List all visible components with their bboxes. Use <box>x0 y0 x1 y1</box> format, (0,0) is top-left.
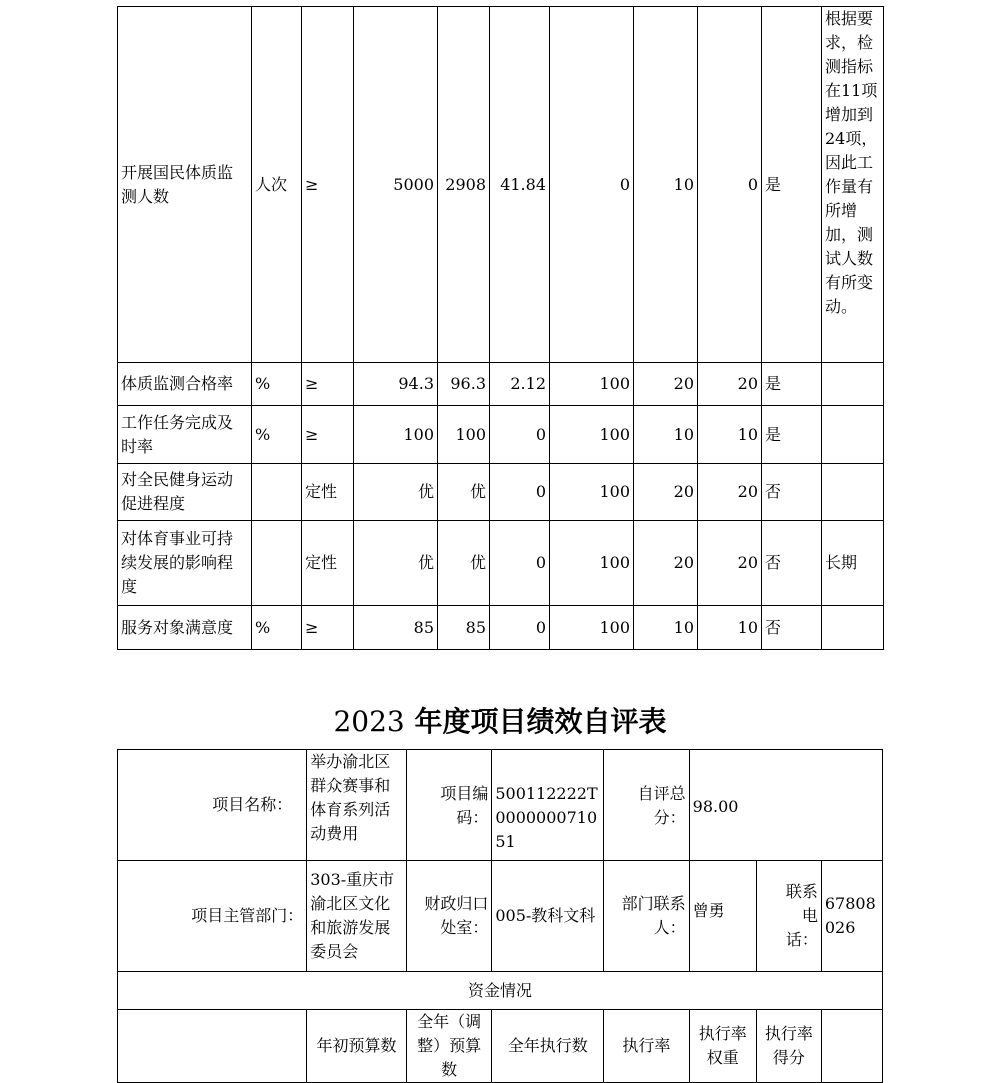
indicator-weight: 100 <box>550 464 634 521</box>
indicator-row <box>118 363 884 406</box>
funds-header: 资金情况 <box>118 972 883 1010</box>
indicator-unit: % <box>252 363 302 406</box>
indicator-operator: ≥ <box>302 7 354 363</box>
indicator-score-max: 10 <box>634 406 698 464</box>
indicator-target: 优 <box>354 521 438 606</box>
indicator-deviation: 41.84 <box>490 7 550 363</box>
indicator-score: 0 <box>698 7 762 363</box>
indicator-operator: 定性 <box>302 521 354 606</box>
indicator-score-max: 20 <box>634 521 698 606</box>
indicator-met: 否 <box>762 521 822 606</box>
funds-col-executed: 全年执行数 <box>492 1010 604 1083</box>
funds-col-extra <box>821 1010 882 1083</box>
indicator-name: 服务对象满意度 <box>118 606 252 650</box>
indicator-score: 10 <box>698 606 762 650</box>
indicator-name: 开展国民体质监测人数 <box>118 7 252 363</box>
project-code: 500112222T000000071051 <box>492 750 604 861</box>
indicator-row <box>118 7 884 363</box>
indicator-operator: ≥ <box>302 363 354 406</box>
indicator-operator: ≥ <box>302 606 354 650</box>
indicator-note <box>822 464 884 521</box>
indicator-actual: 优 <box>438 464 490 521</box>
project-code-label: 项目编码： <box>406 750 491 861</box>
indicator-met: 否 <box>762 464 822 521</box>
indicator-score: 20 <box>698 363 762 406</box>
indicator-actual: 85 <box>438 606 490 650</box>
indicator-actual: 优 <box>438 521 490 606</box>
indicator-note: 根据要求，检测指标在11项增加到24项，因此工作量有所增加，测试人数有所变动。 <box>822 7 884 363</box>
indicator-target: 5000 <box>354 7 438 363</box>
indicator-weight: 100 <box>550 406 634 464</box>
indicator-deviation: 2.12 <box>490 363 550 406</box>
indicator-unit: 人次 <box>252 7 302 363</box>
indicator-note <box>822 363 884 406</box>
indicator-actual: 96.3 <box>438 363 490 406</box>
indicator-score-max: 10 <box>634 7 698 363</box>
funds-col-blank <box>118 1010 307 1083</box>
indicator-met: 是 <box>762 406 822 464</box>
form-title: 2023 年度项目绩效自评表 <box>333 705 667 738</box>
indicator-row <box>118 521 884 606</box>
indicator-weight: 100 <box>550 606 634 650</box>
indicator-name: 工作任务完成及时率 <box>118 406 252 464</box>
indicator-actual: 100 <box>438 406 490 464</box>
self-score-label: 自评总分： <box>604 750 689 861</box>
project-name-label: 项目名称： <box>118 750 307 861</box>
dept-label: 项目主管部门： <box>118 861 307 972</box>
dept: 303-重庆市渝北区文化和旅游发展委员会 <box>307 861 407 972</box>
indicator-score: 10 <box>698 406 762 464</box>
indicator-name: 对体育事业可持续发展的影响程度 <box>118 521 252 606</box>
indicator-unit <box>252 464 302 521</box>
indicator-met: 否 <box>762 606 822 650</box>
indicator-score: 20 <box>698 464 762 521</box>
indicator-unit: % <box>252 406 302 464</box>
finance: 005-教科文科 <box>492 861 604 972</box>
indicator-note: 长期 <box>822 521 884 606</box>
indicator-row <box>118 406 884 464</box>
indicator-target: 100 <box>354 406 438 464</box>
funds-col-rate-weight: 执行率权重 <box>689 1010 756 1083</box>
indicator-score-max: 20 <box>634 464 698 521</box>
indicator-note <box>822 606 884 650</box>
indicator-note <box>822 406 884 464</box>
indicator-operator: ≥ <box>302 406 354 464</box>
indicator-actual: 2908 <box>438 7 490 363</box>
contact-label: 部门联系人： <box>604 861 689 972</box>
indicator-unit <box>252 521 302 606</box>
indicator-target: 94.3 <box>354 363 438 406</box>
indicator-deviation: 0 <box>490 606 550 650</box>
indicator-deviation: 0 <box>490 464 550 521</box>
indicator-row <box>118 464 884 521</box>
phone: 67808026 <box>821 861 882 972</box>
indicator-score-max: 10 <box>634 606 698 650</box>
indicator-deviation: 0 <box>490 521 550 606</box>
funds-col-rate-score: 执行率得分 <box>756 1010 821 1083</box>
indicator-deviation: 0 <box>490 406 550 464</box>
self-evaluation-table <box>117 749 883 1083</box>
indicator-weight: 100 <box>550 363 634 406</box>
phone-label: 联系电话： <box>756 861 821 972</box>
indicator-met: 是 <box>762 7 822 363</box>
indicator-score: 20 <box>698 521 762 606</box>
indicator-name: 对全民健身运动促进程度 <box>118 464 252 521</box>
indicator-operator: 定性 <box>302 464 354 521</box>
funds-col-adjusted-budget: 全年（调整）预算数 <box>406 1010 491 1083</box>
indicator-unit: % <box>252 606 302 650</box>
funds-col-exec-rate: 执行率 <box>604 1010 689 1083</box>
funds-col-initial-budget: 年初预算数 <box>307 1010 407 1083</box>
finance-label: 财政归口处室： <box>406 861 491 972</box>
contact: 曾勇 <box>689 861 756 972</box>
self-score: 98.00 <box>689 750 882 861</box>
indicator-row <box>118 606 884 650</box>
indicator-target: 优 <box>354 464 438 521</box>
project-name: 举办渝北区群众赛事和体育系列活动费用 <box>307 750 407 861</box>
indicator-weight: 0 <box>550 7 634 363</box>
indicator-met: 是 <box>762 363 822 406</box>
indicator-score-max: 20 <box>634 363 698 406</box>
indicator-name: 体质监测合格率 <box>118 363 252 406</box>
indicator-table <box>117 6 884 650</box>
indicator-weight: 100 <box>550 521 634 606</box>
indicator-target: 85 <box>354 606 438 650</box>
